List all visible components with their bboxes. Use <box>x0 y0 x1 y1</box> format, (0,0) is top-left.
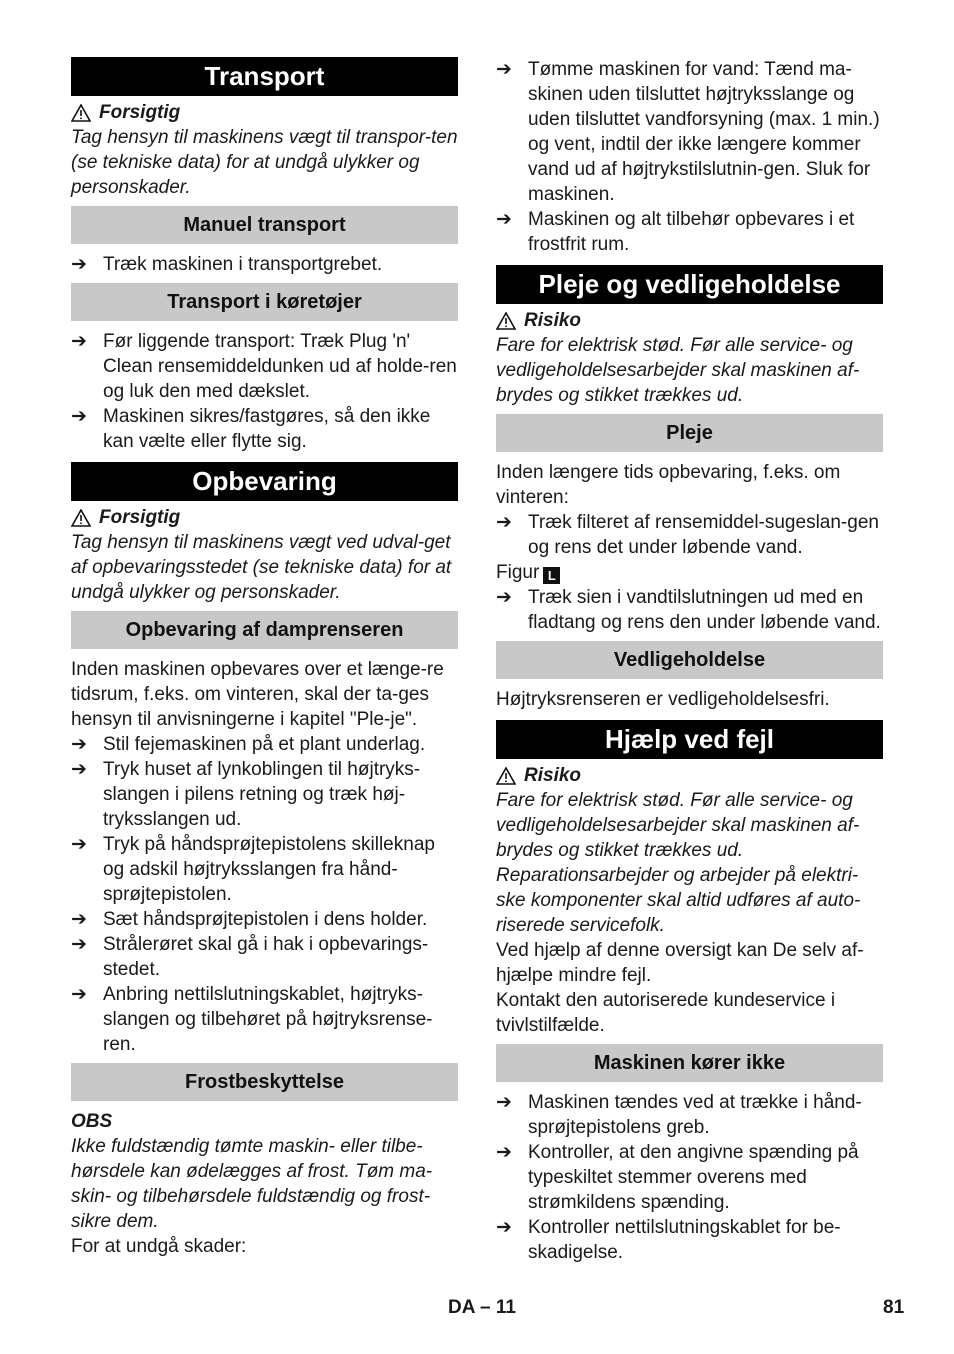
arrow-icon: ➔ <box>496 1092 512 1113</box>
section-title-pleje-vedligeholdelse: Pleje og vedligeholdelse <box>496 265 883 304</box>
obs-label: OBS <box>71 1111 113 1132</box>
arrow-icon: ➔ <box>71 254 87 275</box>
left-column <box>71 57 458 1259</box>
right-column <box>496 57 883 1265</box>
arrow-icon: ➔ <box>71 834 87 855</box>
figure-reference: Figur L <box>496 560 883 585</box>
subsection-title-manuel: Manuel transport <box>71 206 458 244</box>
arrow-icon: ➔ <box>496 59 512 80</box>
arrow-icon: ➔ <box>496 209 512 230</box>
risk-text: Reparationsarbejder og arbejder på elektri-ske komponenter skal altid udføres af auto-riserede servicefolk. <box>496 865 861 936</box>
risk-text: Fare for elektrisk stød. Før alle service- og vedligeholdelsesarbejder skal maskinen af-brydes og stikket trækkes ud. <box>496 335 860 406</box>
list-item: ➔ Træk sien i vandtilslutningen ud med en fladtang og rens den under løbende vand. <box>496 587 881 633</box>
arrow-icon: ➔ <box>71 734 87 755</box>
list-item: ➔ Stil fejemaskinen på et plant underlag. <box>71 734 426 755</box>
caution-text: Tag hensyn til maskinens vægt ved udval-get af opbevaringsstedet (se tekniske data) for at undgå ulykker og personskader. <box>71 532 452 603</box>
subsection-title-vedligeholdelse: Vedligeholdelse <box>496 641 883 679</box>
paragraph: Højtryksrenseren er vedligeholdelsesfri. <box>496 689 830 710</box>
list-item: ➔ Maskinen tændes ved at trække i hånd-sprøjtepistolens greb. <box>496 1092 862 1138</box>
subsection-title-maskinen-korer-ikke: Maskinen kører ikke <box>496 1044 883 1082</box>
arrow-icon: ➔ <box>71 984 87 1005</box>
footer-section-number: DA – 11 <box>448 1297 516 1318</box>
warning-icon <box>71 509 91 527</box>
arrow-icon: ➔ <box>71 759 87 780</box>
paragraph: Inden længere tids opbevaring, f.eks. om vinteren: <box>496 462 841 508</box>
subsection-title-pleje: Pleje <box>496 414 883 452</box>
arrow-icon: ➔ <box>71 406 87 427</box>
arrow-icon: ➔ <box>71 909 87 930</box>
subsection-title-damprenser: Opbevaring af damprenseren <box>71 611 458 649</box>
list-item: ➔ Maskinen og alt tilbehør opbevares i et frostfrit rum. <box>496 209 855 255</box>
risk-text: Fare for elektrisk stød. Før alle service- og vedligeholdelsesarbejder skal maskinen af-brydes og stikket trækkes ud. <box>496 790 860 861</box>
arrow-icon: ➔ <box>496 1217 512 1238</box>
arrow-icon: ➔ <box>496 512 512 533</box>
section-title-transport: Transport <box>71 57 458 96</box>
list-item: ➔ Sæt håndsprøjtepistolen i dens holder. <box>71 909 428 930</box>
list-item: ➔ Tømme maskinen for vand: Tænd ma-skinen uden tilsluttet højtryksslange og uden tilsluttet vandforsyning (max. 1 min.) og vent, indtil der ikke længere kommer vand ud af højtrykstilslutnin-gen. Sluk for maskinen. <box>496 59 880 205</box>
warning-icon <box>71 104 91 122</box>
arrow-icon: ➔ <box>496 587 512 608</box>
obs-text: Ikke fuldstændig tømte maskin- eller tilbe-hørsdele kan ødelægges af frost. Tøm ma-skin- og tilbehørsdele fuldstændig og frost-sikre dem. <box>71 1136 433 1232</box>
subsection-title-koretoj: Transport i køretøjer <box>71 283 458 321</box>
warning-icon <box>496 312 516 330</box>
subsection-title-frost: Frostbeskyttelse <box>71 1063 458 1101</box>
section-title-hjaelp-ved-fejl: Hjælp ved fejl <box>496 720 883 759</box>
paragraph: For at undgå skader: <box>71 1236 247 1257</box>
paragraph: Inden maskinen opbevares over et længe-re tidsrum, f.eks. om vinteren, skal der ta-ges hensyn til anvisningerne i kapitel "Ple-je". <box>71 659 444 730</box>
paragraph: Kontakt den autoriserede kundeservice i tvivlstilfælde. <box>496 990 836 1036</box>
caution-text: Tag hensyn til maskinens vægt til transpor-ten (se tekniske data) for at undgå ulykker og personskader. <box>71 127 458 198</box>
caution-label: Forsigtig <box>71 100 458 125</box>
list-item: ➔ Før liggende transport: Træk Plug 'n' Clean rensemiddeldunken ud af holde-ren og luk den med dækslet. <box>71 331 457 402</box>
footer-page-number: 81 <box>883 1297 905 1318</box>
list-item: ➔ Kontroller, at den angivne spænding på typeskiltet stemmer overens med strømkildens spænding. <box>496 1142 859 1213</box>
figure-ref-badge: L <box>543 567 560 584</box>
list-item: ➔ Tryk huset af lynkoblingen til højtryks-slangen i pilens retning og træk høj-tryksslangen ud. <box>71 759 421 830</box>
warning-icon <box>496 767 516 785</box>
arrow-icon: ➔ <box>71 331 87 352</box>
list-item: ➔ Maskinen sikres/fastgøres, så den ikke kan vælte eller flytte sig. <box>71 406 431 452</box>
caution-label: Forsigtig <box>71 505 458 530</box>
list-item: ➔ Anbring nettilslutningskablet, højtryks-slangen og tilbehøret på højtryksrense-ren. <box>71 984 433 1055</box>
arrow-icon: ➔ <box>496 1142 512 1163</box>
section-title-opbevaring: Opbevaring <box>71 462 458 501</box>
list-item: ➔ Træk maskinen i transportgrebet. <box>71 254 383 275</box>
list-item: ➔ Tryk på håndsprøjtepistolens skilleknap og adskil højtryksslangen fra hånd-sprøjtepistolen. <box>71 834 435 905</box>
list-item: ➔ Kontroller nettilslutningskablet for be-skadigelse. <box>496 1217 841 1263</box>
list-item: ➔ Træk filteret af rensemiddel-sugeslan-gen og rens det under løbende vand. <box>496 512 879 558</box>
paragraph: Ved hjælp af denne oversigt kan De selv af-hjælpe mindre fejl. <box>496 940 864 986</box>
risk-label: Risiko <box>496 763 883 788</box>
arrow-icon: ➔ <box>71 934 87 955</box>
list-item: ➔ Strålerøret skal gå i hak i opbevarings-stedet. <box>71 934 429 980</box>
risk-label: Risiko <box>496 308 883 333</box>
